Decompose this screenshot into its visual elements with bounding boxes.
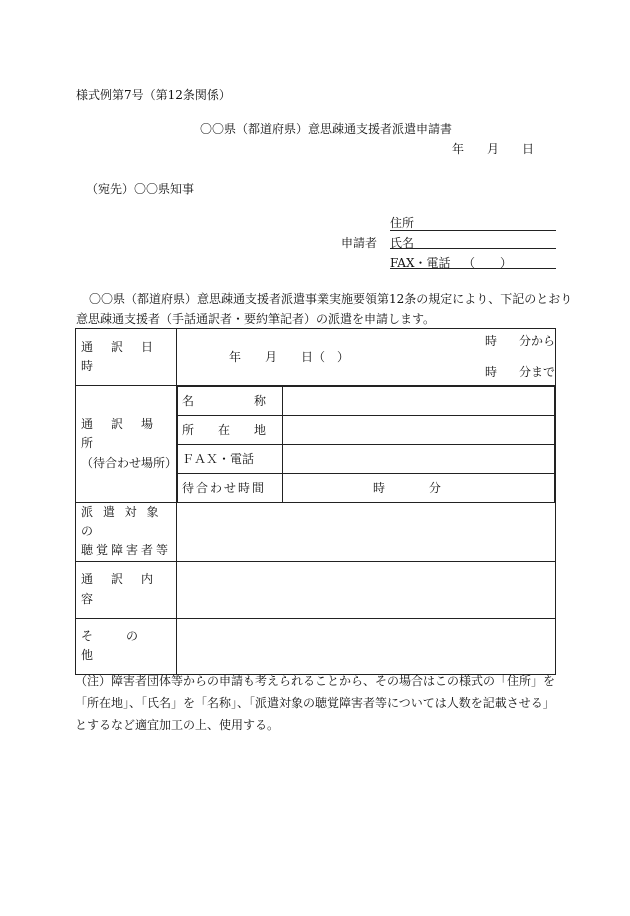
applicant-fax-label: FAX・電話: [390, 256, 451, 270]
place-name-label: 名 称: [178, 387, 283, 416]
applicant-fax-line[interactable]: [390, 268, 556, 269]
footnote: （注）障害者団体等からの申請も考えられることから、その場合はこの様式の「住所」を「所在地」、「氏名」を「名称」、「派遣対象の聴覚障害者等については人数を記載させる」とするなど適宜加工の上、使用する。: [75, 674, 556, 732]
place-location-field[interactable]: [283, 416, 555, 445]
meeting-hour: 時: [373, 480, 386, 495]
datetime-label: 通 訳 日 時: [76, 329, 177, 386]
fax-paren-close: ）: [500, 256, 513, 270]
place-fields: [177, 386, 556, 503]
place-location-label: 所 在 地: [178, 416, 283, 445]
place-subtable: [177, 386, 555, 502]
place-label-line1: 通 訳 場 所: [81, 417, 172, 451]
row-datetime: [76, 329, 556, 386]
date-month-label: 月: [487, 142, 500, 156]
applicant-name-label: 氏名: [390, 236, 415, 250]
applicant-name-line[interactable]: [390, 248, 556, 249]
place-label: [76, 386, 177, 503]
meeting-time-row: [178, 474, 555, 503]
place-fax-row: [178, 445, 555, 474]
content-label: 通 訳 内 容: [76, 561, 177, 618]
addressee: （宛先）〇〇県知事: [86, 182, 195, 196]
datetime-month: 月: [265, 350, 278, 364]
form-number: 様式例第7号（第12条関係）: [76, 88, 231, 102]
meeting-time-label: 待合わせ時間: [178, 474, 283, 503]
place-label-line2: （待合わせ場所）: [81, 455, 178, 470]
datetime-field[interactable]: [177, 329, 556, 386]
place-name-row: [178, 387, 555, 416]
application-table: [75, 328, 556, 675]
meeting-time-field[interactable]: [283, 474, 555, 503]
body-text-line1: 〇〇県（都道府県）意思疎通支援者派遣事業実施要領第12条の規定により、下記のとおり: [89, 292, 573, 306]
row-target: [76, 503, 556, 562]
datetime-day-weekday: 日（ ）: [301, 350, 350, 364]
body-text-line2: 意思疎通支援者（手話通訳者・要約筆記者）の派遣を申請します。: [76, 312, 436, 326]
fax-paren-open: （: [463, 256, 476, 270]
place-fax-field[interactable]: [283, 445, 555, 474]
target-field[interactable]: [177, 503, 556, 562]
other-field[interactable]: [177, 618, 556, 674]
date-year-label: 年: [452, 142, 465, 156]
target-label-line2: 聴覚障害者等: [81, 543, 172, 558]
row-content: [76, 561, 556, 618]
date-day-label: 日: [522, 142, 535, 156]
time-to-minute: 分まで: [519, 365, 556, 379]
place-name-field[interactable]: [283, 387, 555, 416]
place-fax-label: ＦＡＸ・電話: [178, 445, 283, 474]
time-to-hour: 時: [485, 365, 498, 379]
other-label: そ の 他: [76, 618, 177, 674]
document-title: 〇〇県（都道府県）意思疎通支援者派遣申請書: [200, 122, 453, 136]
applicant-address-label: 住所: [390, 216, 415, 230]
time-from-minute: 分から: [519, 334, 556, 348]
applicant-address-line[interactable]: [390, 230, 556, 231]
target-label: [76, 503, 177, 562]
content-field[interactable]: [177, 561, 556, 618]
place-location-row: [178, 416, 555, 445]
applicant-label: 申請者: [341, 236, 378, 250]
datetime-year: 年: [229, 350, 242, 364]
meeting-minute: 分: [428, 480, 441, 495]
row-place: [76, 386, 556, 503]
row-other: [76, 618, 556, 674]
time-from-hour: 時: [485, 334, 498, 348]
target-label-line1: 派 遣 対 象 の: [81, 505, 162, 539]
